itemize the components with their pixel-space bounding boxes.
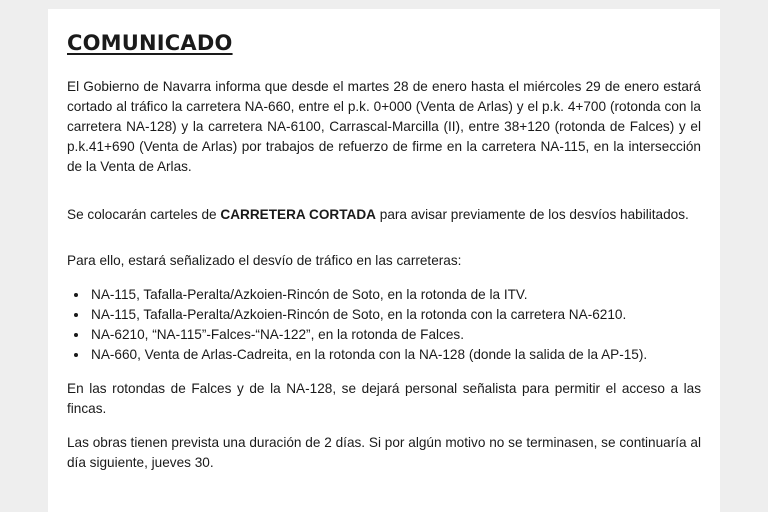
document-title: COMUNICADO: [67, 31, 233, 55]
signs-text-before: Se colocarán carteles de: [67, 207, 221, 222]
paragraph-flaggers: En las rotondas de Falces y de la NA-128, se dejará personal señalista para permitir el acceso a las fincas.: [67, 381, 701, 416]
road-closed-label: CARRETERA CORTADA: [220, 207, 376, 222]
detour-list: [67, 285, 701, 365]
paragraph-signs: [67, 205, 701, 225]
list-item: • NA-6210, “NA-115”-Falces-“NA-122”, en la rotonda de Falces.: [89, 325, 701, 345]
list-item: • NA-115, Tafalla-Peralta/Azkoien-Rincón de Soto, en la rotonda de la ITV.: [89, 285, 701, 305]
list-item: • NA-660, Venta de Arlas-Cadreita, en la rotonda con la NA-128 (donde la salida de la AP-15).: [89, 345, 701, 365]
paragraph-road-closure: El Gobierno de Navarra informa que desde el martes 28 de enero hasta el miércoles 29 de enero estará cortado al tráfico la carretera NA-660, entre el p.k. 0+000 (Venta de Arlas) y el p.k. 4+700 (rotonda con la carretera NA-128) y la carretera NA-6100, Carrascal-Marcilla (II), entre 38+120 (rotonda de Falces) y el p.k.41+690 (Venta de Arlas) por trabajos de refuerzo de firme en la carretera NA-115, en la intersección de la Venta de Arlas.: [67, 79, 701, 174]
paragraph-detours-intro: Para ello, estará señalizado el desvío de tráfico en las carreteras:: [67, 253, 462, 268]
paragraph-duration: Las obras tienen prevista una duración de 2 días. Si por algún motivo no se terminasen, se continuaría al día siguiente, jueves 30.: [67, 435, 701, 470]
signs-text-after: para avisar previamente de los desvíos habilitados.: [375, 207, 689, 222]
document-page: [48, 9, 720, 512]
list-item: • NA-115, Tafalla-Peralta/Azkoien-Rincón de Soto, en la rotonda con la carretera NA-6210.: [89, 305, 701, 325]
